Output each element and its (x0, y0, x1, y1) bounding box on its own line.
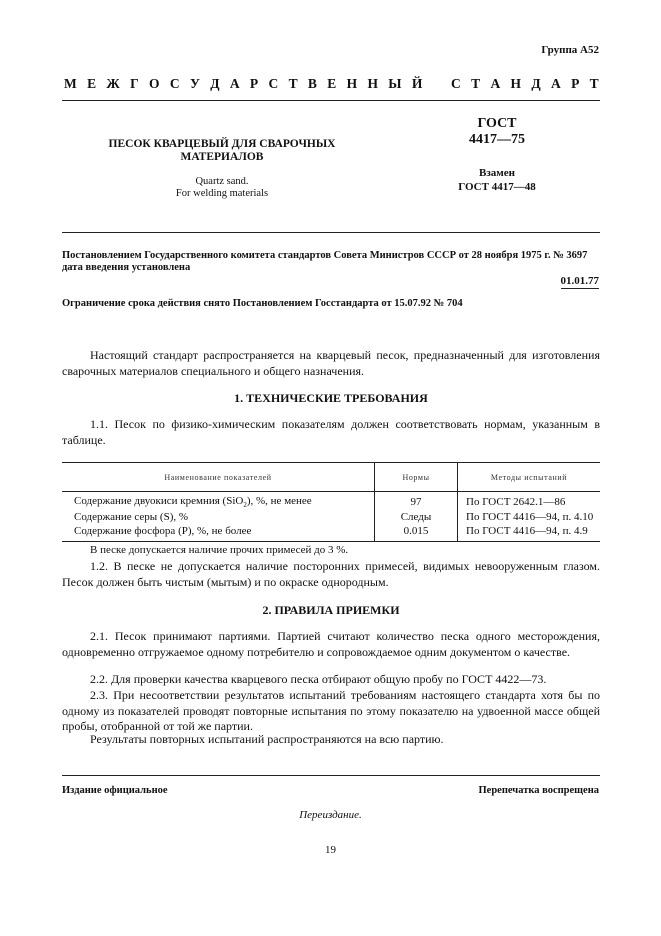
effective-date: 01.01.77 (560, 275, 599, 287)
banner-letter: С (451, 76, 461, 91)
paragraph-2-1: 2.1. Песок принимают партиями. Партией считают количество песка одного месторождения, одновременно отгружаемое одному потребителю и сопровождаемое одним документом о качестве. (62, 629, 600, 659)
column-header-norm: Нормы (375, 463, 458, 492)
banner-letter: С (169, 76, 180, 91)
column-header-method: Методы испытаний (458, 463, 601, 492)
banner-letter: А (490, 76, 501, 91)
banner-letter: С (268, 76, 279, 91)
norm-cell: 97 (375, 492, 458, 510)
reprint-prohibited-label: Перепечатка воспрещена (478, 785, 599, 796)
banner-letter: А (551, 76, 561, 91)
banner-letter: Р (571, 76, 580, 91)
method-cell: По ГОСТ 4416—94, п. 4.9 (458, 524, 601, 541)
banner-letter: Т (589, 76, 599, 91)
banner-letter: Ы (388, 76, 402, 91)
impurities-note: В песке допускается наличие прочих примесей до 3 %. (90, 544, 349, 556)
table-row (62, 510, 600, 525)
banner-letter: У (189, 76, 200, 91)
section-2-heading: 2. ПРАВИЛА ПРИЕМКИ (262, 603, 400, 617)
norm-cell: Следы (375, 510, 458, 525)
decree-line-2: дата введения установлена (62, 262, 191, 273)
subscript: 2 (243, 501, 247, 510)
banner-letter: Ж (106, 76, 120, 91)
document-title (82, 138, 362, 164)
gost-designation (462, 116, 532, 148)
replaces-value: ГОСТ 4417—48 (458, 181, 536, 193)
banner-letter (433, 76, 441, 92)
gost-number: 4417—75 (469, 132, 525, 147)
decree-line-1: Постановлением Государственного комитета стандартов Совета Министров СССР от 28 ноября 1975 г. № 3697 (62, 250, 588, 261)
english-title-line-1: Quartz sand. (195, 176, 249, 187)
group-label: Группа А52 (541, 44, 599, 56)
footer-divider (62, 775, 600, 776)
banner-letter: В (307, 76, 317, 91)
english-title-line-2: For welding materials (175, 188, 269, 199)
table-row (62, 524, 600, 541)
banner-letter: Т (288, 76, 298, 91)
title-line-1: ПЕСОК КВАРЦЕВЫЙ ДЛЯ СВАРОЧНЫХ (108, 138, 336, 150)
banner-letter: Н (367, 76, 378, 91)
header-divider (62, 100, 600, 101)
banner-letter: А (229, 76, 240, 91)
norms-table (62, 462, 600, 542)
decree-text (62, 250, 602, 274)
banner-letter: Е (327, 76, 337, 91)
title-line-2: МАТЕРИАЛОВ (180, 151, 264, 163)
banner-letter: Е (87, 76, 97, 91)
paragraph-2-3: 2.3. При несоответствии результатов испытаний требованиям настоящего стандарта хотя бы по одному из показателей проводят повторные испытания по этому показателю на удвоенной массе общей пробы, отобранной от той же партии. (62, 688, 600, 733)
replaces-label: Взамен (479, 167, 515, 179)
banner-letter: Т (471, 76, 481, 91)
intro-paragraph: Настоящий стандарт распространяется на кварцевый песок, предназначенный для изготовления сварочных материалов специального и общего назначения. (62, 348, 600, 378)
banner-letter: Г (130, 76, 139, 91)
english-title (82, 176, 362, 200)
banner-letter: Д (531, 76, 541, 91)
interstate-standard-banner (64, 76, 599, 92)
banner-letter: О (149, 76, 160, 91)
method-cell: По ГОСТ 4416—94, п. 4.10 (458, 510, 601, 525)
paragraph-2-2: 2.2. Для проверки качества кварцевого песка отбирают общую пробу по ГОСТ 4422—73. (90, 672, 547, 686)
banner-letter: Р (249, 76, 259, 91)
paragraph-1-2: 1.2. В песке не допускается наличие посторонних примесей, видимых невооруженным глазом. Песок должен быть чистым (мытым) и по окраске однородным. (62, 559, 600, 589)
official-edition-label: Издание официальное (62, 785, 168, 796)
indicator-text: Содержание двуокиси кремния (SiO (74, 495, 244, 508)
table-row (62, 492, 600, 510)
banner-letter: Д (210, 76, 220, 91)
gost-label: ГОСТ (477, 116, 517, 131)
replaces-block (452, 166, 542, 194)
table-header-row (62, 463, 600, 492)
banner-letter: М (64, 76, 77, 91)
column-header-indicator: Наименование показателей (62, 463, 375, 492)
banner-letter: Н (346, 76, 358, 91)
norm-cell: 0.015 (375, 524, 458, 541)
indicator-text-end: ), %, не менее (246, 495, 312, 508)
paragraph-2-4: Результаты повторных испытаний распространяются на всю партию. (90, 732, 444, 746)
title-divider (62, 232, 600, 233)
limit-removed-note: Ограничение срока действия снято Постановлением Госстандарта от 15.07.92 № 704 (62, 298, 463, 309)
page-number: 19 (325, 844, 336, 856)
method-cell: По ГОСТ 2642.1—86 (458, 492, 601, 510)
indicator-cell: Содержание фосфора (Р), %, не более (62, 524, 375, 541)
republication-note: Переиздание. (299, 809, 362, 821)
indicator-cell: Содержание серы (S), % (74, 510, 189, 523)
paragraph-1-1: 1.1. Песок по физико-химическим показателям должен соответствовать нормам, указанным в таблице. (62, 417, 600, 447)
banner-letter: Н (510, 76, 522, 91)
section-1-heading: 1. ТЕХНИЧЕСКИЕ ТРЕБОВАНИЯ (234, 391, 428, 405)
banner-letter: Й (411, 76, 423, 91)
indicator-cell (62, 492, 375, 510)
